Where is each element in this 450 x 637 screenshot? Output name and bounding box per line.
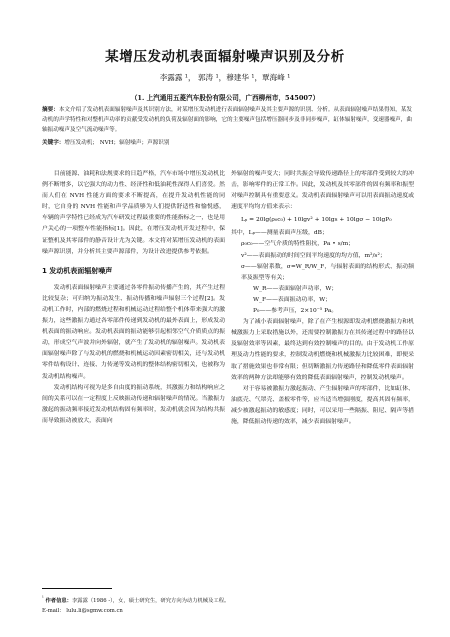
footnote [42, 594, 412, 616]
right-column [231, 169, 414, 428]
footnote-author [42, 594, 412, 606]
definition-item: ρ₀c₀——空气介质的特性阻抗，Pa • s/m； [241, 241, 355, 248]
footnote-label: 作者信息： [45, 597, 72, 604]
section-heading: 1 发动机表面辐射噪声 [42, 266, 113, 275]
body-paragraph: 为了减小表面辐射噪声，除了在产生根源即发动机燃烧激振力和机械激振力上采取措施以外，还需要控制激振力在其传递过程中的路径以及辐射效率等因素，最终达到有效控制噪声的目的。由于发动机工作原理及动力性能的要求，控制发动机燃烧和机械激振力比较困难，即便采取了措施效果也非常有限；但切断激振力传递路径和降低零件表面辐射效率的两种方法却能够有效的降低表面辐射噪声，控制发动机噪声。 [231, 319, 414, 381]
definition-item: W_F——表面振动功率，W； [253, 296, 332, 303]
body-paragraph: 发动机结构可视为是多自由度的振动系统，其激振力和结构响应之间的关系可以在一定程度上反映振动传递和辐射噪声的情况。当激振力激起的振动频率接近发动机结构固有频率时，发动机就会因为结构共振而导致振动被放大，表面向 [42, 384, 225, 424]
paper-title: 某增压发动机表面辐射噪声识别及分析 [105, 49, 345, 65]
definition-item: W_R——表面辐射声功率，W； [253, 285, 338, 292]
author-email: E-mail： lulu.li@sgmw.com.cn [42, 607, 123, 614]
body-paragraph: 发动机表面辐射噪声主要通过各零件振动传播产生的，其产生过程比较复杂；可归纳为振动发生、振动传播和噪声辐射三个过程[2]。发动机工作时，内部的燃烧过程和机械运动过程给整个机体带来强大的激振力，这些激振力通过各零部件传递到发动机的最外表面上，形成发动机表面的振动响应。发动机表面的振动能够引起相邻空气介质质点的振动，形成空气声波并向外辐射，就产生了发动机的辐射噪声。发动机表面辐射噪声除了与发动机的燃烧和机械运动因素密切相关，还与发动机零件结构设计、连接、力传递等发动机的整体结构密切相关，也被称为发动机结构噪声。 [42, 284, 225, 380]
keywords-label: 关键字： [42, 140, 65, 146]
footnote-text: 李露露（1986 -），女，硕士研究生，研究方向为动力机械及工程。 [71, 597, 230, 604]
footnote-divider [42, 588, 112, 589]
definition-item: P₀——参考声压，2×10⁻⁵ Pa。 [253, 308, 338, 315]
intro-paragraph: 目前能源、油耗和法规要求的日趋严格，汽车市场中增压发动机比例不断增多，以它强大的动力性、经济性和低油耗性深得人们喜爱。然而人们在 NVH 性能方面的要求不断提高，在提升发动机性能的同时，它自身的 NVH 性能和声学品质够为人们提供舒适性和愉悦感，车辆的声学特性已经成为汽车研发过程最重要的性能指标之一，也是用户关心的一项整车性能指标[1]。因此，在增压发动机开发过程中，保证整机及其零部件的静音设计尤为关键。本文将对某增压发动机的表面噪声源识别，并分析其主要声源部件，为设计改进提供参考依据。 [42, 171, 225, 255]
definition-item: v²——表面振动的时间空间平均速度的均方值，m²/s²； [241, 252, 386, 259]
definition-item: σ——辐射系数，σ=W_R/W_F，与辐射表面的结构形式、振动频率及振型等有关； [241, 263, 414, 281]
abstract-text: 本文介绍了发动机表面辐射噪声及其识别方法，对某增压发动机进行表面辐射噪声及其主要声源的识别、分析。从表面辐射噪声结果得知，某发动机的声学特性和对整机声功率的贡献受发动机的负荷及辐射面的影响，它的主要噪声包括增压器同步及非同步噪声，缸体辐射噪声，变速器噪声，曲轴振动噪声及空气流动噪声等。 [42, 107, 412, 133]
body-paragraph: 外辐射的噪声变大；同时共振会导致传递路径上的零部件受到较大的冲击，影响零件的正常工作。因此，发动机及其零部件的固有频率和振型对噪声控制具有重要意义。发动机表面辐射噪声可以用表面振动速度或速度平均均方值来表示： [231, 171, 414, 211]
keywords [42, 139, 412, 149]
keywords-text: 增压发动机； NVH；辐射噪声；声源识别 [64, 140, 170, 146]
affiliation: （1. 上汽通用五菱汽车股份有限公司，广西柳州市，545007） [130, 94, 320, 102]
body-paragraph: 对于容易被激振力激起振动、产生辐射噪声的零部件，比如缸体、油底壳、气罩壳、盖板零件等，应当适当增强刚度，提高其固有频率，减少被激起振动的敏感度；同时，可以采用一些隔振、阻尼、隔声等措施，降低振动传递的效率，减少表面辐射噪声。 [231, 385, 414, 425]
abstract [42, 106, 412, 135]
footnote-marker: ¹ [42, 596, 44, 601]
equation: Lₚ = 20lg(ρ₀c₀) + 10lgv² + 10lgs + 10lgσ − 10lgP₀ [241, 217, 392, 224]
left-column [42, 169, 225, 427]
author-list: 李露露 ¹， 郭涛 ¹，穆建华 ¹，覃海峰 ¹ [159, 73, 291, 82]
abstract-label: 摘要： [42, 107, 59, 113]
definition-intro: 其中，Lₚ——测量表面声压级，dB； [231, 230, 328, 237]
